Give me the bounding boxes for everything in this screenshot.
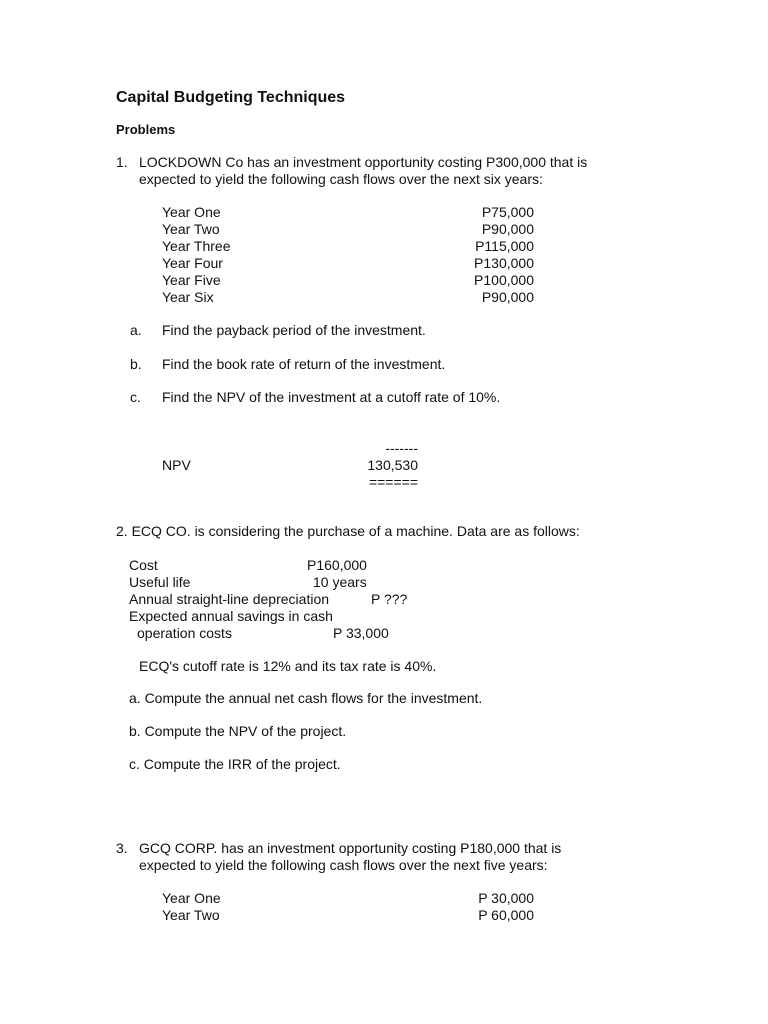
cash-flow-year: Year One — [162, 890, 221, 906]
machine-data-value: P 33,000 — [333, 625, 389, 641]
question-text: Find the payback period of the investment. — [162, 322, 426, 338]
cash-flow-year: Year Four — [162, 255, 223, 271]
machine-data-label: Useful life — [129, 574, 191, 590]
question-letter: a. — [130, 322, 142, 338]
machine-data-label: Annual straight-line depreciation — [129, 591, 330, 607]
npv-rule-top: ------- — [385, 440, 418, 456]
problem-3-number: 3. — [116, 840, 128, 856]
machine-data-value: P160,000 — [307, 557, 367, 573]
machine-data-label: Cost — [129, 557, 158, 573]
rates-note: ECQ's cutoff rate is 12% and its tax rate is 40%. — [139, 658, 437, 674]
question-text: Find the book rate of return of the investment. — [162, 356, 446, 372]
cash-flow-amount: P 30,000 — [478, 890, 534, 906]
cash-flow-amount: P100,000 — [474, 272, 534, 288]
cash-flow-year: Year Two — [162, 221, 220, 237]
cash-flow-amount: P90,000 — [481, 289, 534, 305]
machine-data-label: Expected annual savings in cash — [129, 608, 333, 624]
question-letter: c. — [130, 389, 141, 405]
problem-3-line-1: GCQ CORP. has an investment opportunity costing P180,000 that is — [139, 840, 562, 856]
cash-flow-year: Year Five — [162, 272, 221, 288]
machine-data-label: operation costs — [137, 625, 232, 641]
cash-flow-year: Year Two — [162, 907, 220, 923]
cash-flow-amount: P90,000 — [481, 221, 534, 237]
cash-flow-year: Year Three — [162, 238, 231, 254]
machine-data-value: P ??? — [371, 591, 408, 607]
question-text: Find the NPV of the investment at a cutoff rate of 10%. — [162, 389, 501, 405]
npv-value: 130,530 — [367, 457, 418, 473]
machine-data-value: 10 years — [313, 574, 367, 590]
npv-label: NPV — [162, 457, 191, 473]
npv-rule-bottom: ====== — [368, 474, 418, 490]
question-text: a. Compute the annual net cash flows for the investment. — [129, 690, 483, 706]
problem-3-line-2: expected to yield the following cash flows over the next five years: — [139, 857, 548, 873]
question-text: b. Compute the NPV of the project. — [129, 723, 347, 739]
cash-flow-year: Year One — [162, 204, 221, 220]
question-letter: b. — [130, 356, 142, 372]
problem-1-line-1: LOCKDOWN Co has an investment opportunity costing P300,000 that is — [139, 154, 588, 170]
cash-flow-amount: P115,000 — [475, 238, 534, 254]
problem-1-number: 1. — [116, 154, 128, 170]
document-title: Capital Budgeting Techniques — [116, 89, 346, 106]
section-heading: Problems — [116, 122, 176, 137]
cash-flow-amount: P130,000 — [474, 255, 534, 271]
cash-flow-amount: P75,000 — [481, 204, 534, 220]
question-text: c. Compute the IRR of the project. — [129, 756, 341, 772]
problem-1-line-2: expected to yield the following cash flows over the next six years: — [139, 171, 543, 187]
problem-2-intro: 2. ECQ CO. is considering the purchase of a machine. Data are as follows: — [116, 523, 580, 539]
cash-flow-year: Year Six — [162, 289, 214, 305]
cash-flow-amount: P 60,000 — [478, 907, 534, 923]
